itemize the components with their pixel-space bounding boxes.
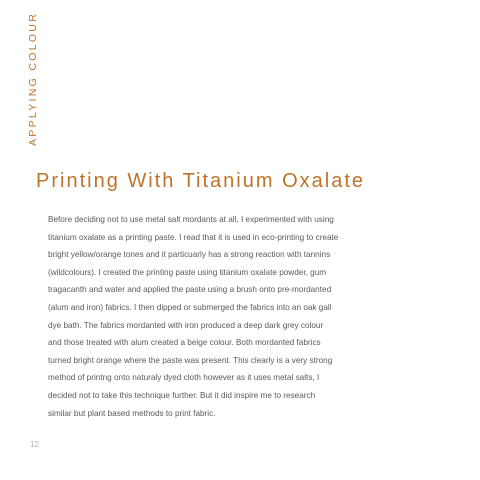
body-line: and those treated with alum created a beige colour. Both mordanted fabrics (48, 338, 321, 348)
section-label: APPLYING COLOUR (27, 11, 39, 146)
body-line: turned bright orange where the paste was present. This clearly is a very strong (48, 355, 333, 365)
page-title: Printing With Titanium Oxalate (36, 170, 365, 192)
body-line: tragacanth and water and applied the paste using a brush onto pre-mordanted (48, 285, 332, 295)
body-line: (alum and iron) fabrics. I then dipped or submerged the fabrics into an oak gall (48, 302, 332, 312)
body-line: method of printng onto naturaly dyed cloth however as it uses metal salts, I (48, 373, 320, 383)
body-line: similar but plant based methods to print fabric. (48, 408, 216, 418)
page-number: 12 (30, 440, 39, 449)
body-line: decided not to take this technique further. But it did inspire me to research (48, 390, 316, 400)
body-line: bright yellow/orange tones and it particuarly has a strong reaction with tannins (48, 250, 331, 260)
body-paragraph (48, 211, 366, 422)
body-line: (wildcolours). I created the printing paste using titanium oxalate powder, gum (48, 267, 327, 277)
body-line: dye bath. The fabrics mordanted with iron produced a deep dark grey colour (48, 320, 324, 330)
body-line: Before deciding not to use metal salt mordants at all, I experimented with using (48, 215, 334, 224)
body-line: titanium oxalate as a printing paste. I read that it is used in eco-printing to create (48, 232, 339, 242)
